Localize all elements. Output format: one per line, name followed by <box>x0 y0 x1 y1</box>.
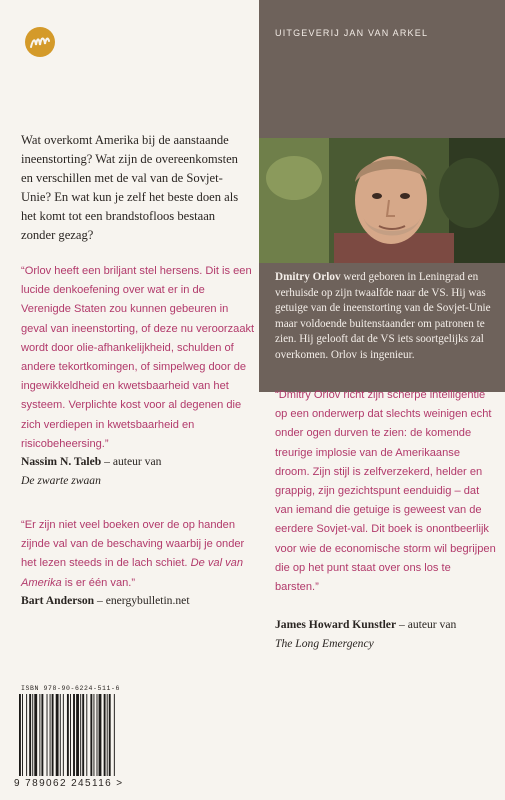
barcode-bar <box>19 694 21 776</box>
barcode-bar <box>109 694 111 776</box>
barcode-bar <box>29 694 31 776</box>
barcode-bar <box>34 694 37 776</box>
barcode-bar <box>67 694 69 776</box>
barcode-bar <box>90 694 92 776</box>
attribution-author: Bart Anderson <box>21 594 95 607</box>
author-name: Dmitry Orlov <box>275 271 341 283</box>
attribution-author: James Howard Kunstler <box>275 618 397 631</box>
quote-text: “Er zijn niet veel boeken over de op handen zijnde val van de beschaving waarbij je onder het lezen steeds in de lach schiet. <box>21 519 245 570</box>
barcode-bar <box>70 694 71 776</box>
barcode-bar <box>107 694 108 776</box>
attribution-anderson <box>21 591 255 610</box>
attribution-author: Nassim N. Taleb <box>21 455 102 468</box>
attribution-taleb <box>21 452 255 490</box>
barcode-bar <box>39 694 40 776</box>
author-photo <box>259 138 505 263</box>
barcode-bar <box>32 694 33 776</box>
barcode-bar <box>73 694 75 776</box>
attribution-role: – energybulletin.net <box>94 594 190 607</box>
quote-anderson <box>21 516 256 593</box>
barcode <box>17 694 145 776</box>
barcode-bar <box>60 694 61 776</box>
barcode-bar <box>52 694 54 776</box>
author-bio <box>275 270 497 364</box>
barcode-bar <box>99 694 102 776</box>
attribution-role: – auteur van <box>101 455 162 468</box>
barcode-bar <box>97 694 98 776</box>
barcode-bar <box>56 694 59 776</box>
attribution-work: De zwarte zwaan <box>21 474 101 487</box>
barcode-bar <box>47 694 48 776</box>
quote-text-end: is er één van.” <box>61 576 136 589</box>
barcode-bar <box>114 694 115 776</box>
publisher-name: UITGEVERIJ JAN VAN ARKEL <box>275 28 429 38</box>
barcode-bar <box>76 694 79 776</box>
attribution-role: – auteur van <box>396 618 457 631</box>
attribution-work: The Long Emergency <box>275 637 374 650</box>
barcode-bar <box>63 694 64 776</box>
attribution-kunstler <box>275 615 497 653</box>
quote-kunstler: “Dmitry Orlov richt zijn scherpe intelligentie op een onderwerp dat slechts weinigen echt onder ogen durven te zien: de komende treurige implosie van de Amerikaanse droom. Zijn stijl is zelfverzekerd, helder en grappig, zijn gezichtspunt eenduidig – dat van iemand die getuige is geweest van de eerdere Sovjet-val. Dit boek is onontbeerlijk voor wie de economische storm wil begrijpen die op het punt staat over ons los te barsten.” <box>275 389 496 594</box>
barcode-bar <box>80 694 81 776</box>
barcode-bar <box>82 694 84 776</box>
barcode-bar <box>93 694 94 776</box>
barcode-bar <box>22 694 23 776</box>
author-bio-text: werd geboren in Leningrad en verhuisde op zijn twaalfde naar de VS. Hij was getuige van de ineenstorting van de Sovjet-Unie maar voldoende buitenstaander om patronen te zien. Hij gelooft dat de VS iets soortgelijks zal overkomen. Orlov is ingenieur. <box>275 271 491 361</box>
barcode-digits: 9 789062 245116 > <box>14 778 124 789</box>
barcode-bar <box>41 694 43 776</box>
quote-taleb: “Orlov heeft een briljant stel hersens. Dit is een lucide denkoefening over wat er in de Verenigde Staten zou kunnen gebeuren in geval van ineenstorting, of deze nu veroorzaakt wordt door olie-afhankelijkheid, schulden of andere tekortkomingen, of simpelweg door de ingewikkeldheid en kwetsbaarheid van het systeem. Verplichte kost voor al degenen die zich verdiepen in kwetsbaarheid en risicobeheersing.” <box>21 265 255 450</box>
barcode-bar <box>104 694 106 776</box>
intro-text: Wat overkomt Amerika bij de aanstaande ineenstorting? Wat zijn de overeenkomsten en verschillen met de val van de Sovjet-Unie? En wat kun je zelf het beste doen als het komt tot een brandstofloos bestaan zonder gezag? <box>21 133 239 242</box>
barcode-bar <box>50 694 51 776</box>
quote-book-title: De val van Amerika <box>21 557 244 589</box>
isbn-label: ISBN 978-90-6224-511-6 <box>21 685 121 692</box>
barcode-bar <box>86 694 87 776</box>
publisher-logo-icon <box>24 26 56 58</box>
barcode-bar <box>26 694 27 776</box>
author-portrait-image <box>259 138 505 263</box>
